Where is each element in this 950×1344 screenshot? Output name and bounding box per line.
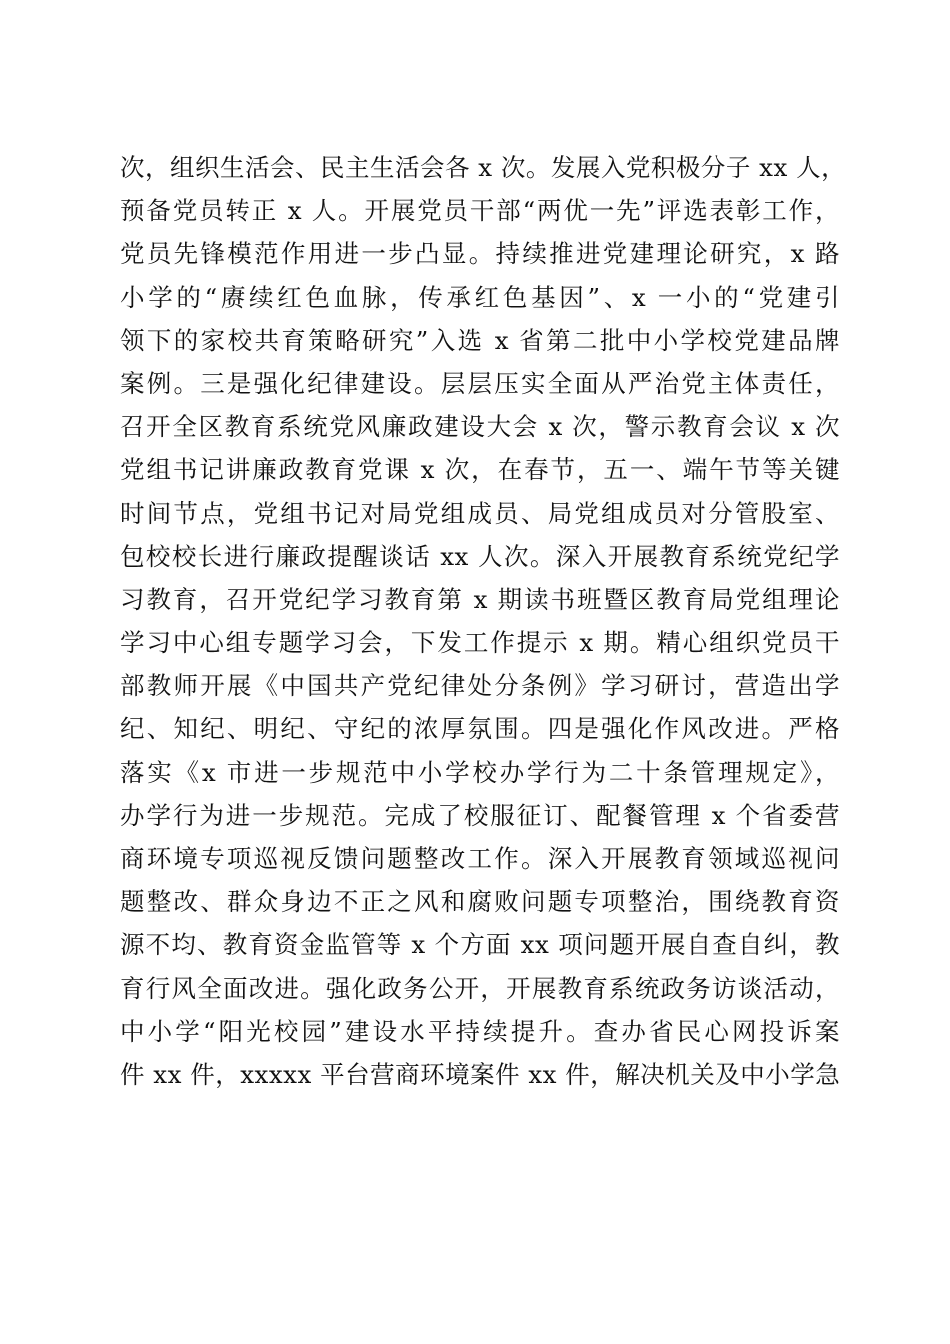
text-line-14: 纪、知纪、明纪、守纪的浓厚氛围。四是强化作风改进。严格 xyxy=(120,714,840,744)
text-line-16: 办学行为进一步规范。完成了校服征订、配餐管理 x 个省委营 xyxy=(120,800,840,830)
text-line-17: 商环境专项巡视反馈问题整改工作。深入开展教育领域巡视问 xyxy=(120,844,840,873)
text-line-4: 小学的“赓续红色血脉，传承红色基因”、x 一小的“党建引 xyxy=(120,282,840,312)
text-line-1: 次，组织生活会、民主生活会各 x 次。发展入党积极分子 xx 人， xyxy=(120,153,847,182)
text-line-20: 育行风全面改进。强化政务公开，开展教育系统政务访谈活动， xyxy=(120,973,840,1003)
text-line-8: 党组书记讲廉政教育党课 x 次，在春节，五一、端午节等关键 xyxy=(120,455,840,485)
text-line-19: 源不均、教育资金监管等 x 个方面 xx 项问题开展自查自纠，教 xyxy=(120,930,840,960)
text-line-18: 题整改、群众身边不正之风和腐败问题专项整治，围绕教育资 xyxy=(120,887,840,917)
text-line-12: 学习中心组专题学习会，下发工作提示 x 期。精心组织党员干 xyxy=(120,628,840,658)
body-text xyxy=(120,146,847,1096)
text-line-7: 召开全区教育系统党风廉政建设大会 x 次，警示教育会议 x 次 xyxy=(120,412,840,442)
text-line-10: 包校校长进行廉政提醒谈话 xx 人次。深入开展教育系统党纪学 xyxy=(120,541,840,571)
text-line-13: 部教师开展《中国共产党纪律处分条例》学习研讨，营造出学 xyxy=(120,671,840,701)
text-line-22: 件 xx 件，xxxxx 平台营商环境案件 xx 件，解决机关及中小学急 xyxy=(120,1059,841,1089)
text-line-3: 党员先锋模范作用进一步凸显。持续推进党建理论研究，x 路 xyxy=(120,239,840,269)
text-line-5: 领下的家校共育策略研究”入选 x 省第二批中小学校党建品牌 xyxy=(120,325,840,355)
text-line-9: 时间节点，党组书记对局党组成员、局党组成员对分管股室、 xyxy=(120,498,840,528)
text-line-15: 落实《x 市进一步规范中小学校办学行为二十条管理规定》， xyxy=(120,757,840,787)
text-line-2: 预备党员转正 x 人。开展党员干部“两优一先”评选表彰工作， xyxy=(120,196,840,226)
text-line-21: 中小学“阳光校园”建设水平持续提升。查办省民心网投诉案 xyxy=(120,1016,840,1046)
text-line-6: 案例。三是强化纪律建设。层层压实全面从严治党主体责任， xyxy=(120,368,840,398)
text-line-11: 习教育，召开党纪学习教育第 x 期读书班暨区教育局党组理论 xyxy=(120,584,840,614)
